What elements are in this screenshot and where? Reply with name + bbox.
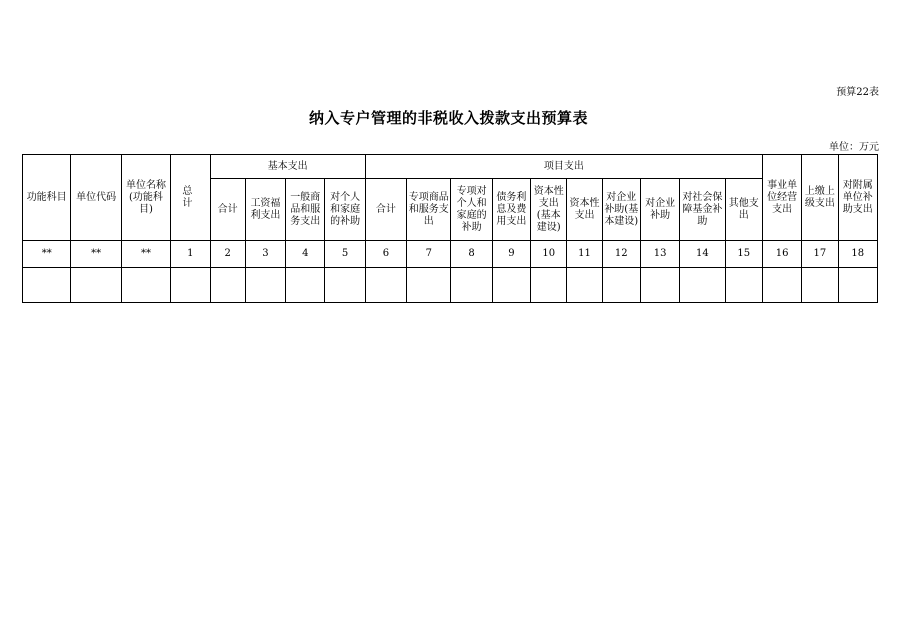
header-project: 项目支出: [365, 155, 762, 179]
number-cell: 16: [762, 241, 801, 268]
header-unit-name: 单位名称(功能科目): [121, 155, 170, 241]
data-cell: [492, 268, 530, 303]
header-project-sub: 专项商品和服务支出: [407, 179, 451, 241]
table-row: [23, 241, 878, 268]
header-basic: 基本支出: [210, 155, 365, 179]
number-cell: 3: [245, 241, 285, 268]
header-func-subject: 功能科目: [23, 155, 71, 241]
data-cell: [838, 268, 877, 303]
number-cell: 10: [531, 241, 567, 268]
data-cell: [725, 268, 762, 303]
header-project-sub: 其他支出: [725, 179, 762, 241]
header-basic-sub: 一般商品和服务支出: [286, 179, 325, 241]
data-cell: [245, 268, 285, 303]
header-project-sub: 专项对个人和家庭的补助: [451, 179, 492, 241]
number-cell: 9: [492, 241, 530, 268]
data-cell: [71, 268, 121, 303]
header-project-sub: 资本性支出(基本建设): [531, 179, 567, 241]
number-cell: 14: [680, 241, 725, 268]
data-cell: [451, 268, 492, 303]
number-cell: 18: [838, 241, 877, 268]
number-cell: **: [71, 241, 121, 268]
header-basic-sub: 合计: [210, 179, 245, 241]
data-cell: [802, 268, 838, 303]
header-total: 总 计: [171, 155, 210, 241]
number-cell: 13: [640, 241, 679, 268]
number-cell: **: [23, 241, 71, 268]
data-cell: [23, 268, 71, 303]
unit-label: 单位：万元: [829, 142, 879, 153]
table-row: [23, 268, 878, 303]
number-cell: 12: [602, 241, 640, 268]
page-title: 纳入专户管理的非税收入拨款支出预算表: [308, 109, 588, 127]
data-cell: [680, 268, 725, 303]
number-cell: 5: [325, 241, 365, 268]
budget-table: [22, 154, 878, 303]
header-basic-sub: 工资福利支出: [245, 179, 285, 241]
header-subsidiary: 对附属单位补助支出: [838, 155, 877, 241]
table-number: 预算22表: [836, 87, 879, 98]
header-project-sub: 合计: [365, 179, 406, 241]
header-project-sub: 资本性支出: [567, 179, 602, 241]
data-cell: [602, 268, 640, 303]
number-cell: 4: [286, 241, 325, 268]
number-cell: 11: [567, 241, 602, 268]
header-project-sub: 债务利息及费用支出: [492, 179, 530, 241]
header-basic-sub: 对个人和家庭的补助: [325, 179, 365, 241]
number-cell: 17: [802, 241, 838, 268]
number-cell: **: [121, 241, 170, 268]
data-cell: [286, 268, 325, 303]
data-cell: [210, 268, 245, 303]
data-cell: [325, 268, 365, 303]
number-cell: 7: [407, 241, 451, 268]
header-biz-op: 事业单位经营支出: [762, 155, 801, 241]
data-cell: [567, 268, 602, 303]
header-project-sub: 对企业补助: [640, 179, 679, 241]
header-project-sub: 对社会保障基金补助: [680, 179, 725, 241]
data-cell: [640, 268, 679, 303]
number-cell: 8: [451, 241, 492, 268]
number-cell: 15: [725, 241, 762, 268]
data-cell: [531, 268, 567, 303]
number-cell: 2: [210, 241, 245, 268]
data-cell: [407, 268, 451, 303]
header-upper: 上缴上级支出: [802, 155, 838, 241]
data-cell: [762, 268, 801, 303]
header-unit-code: 单位代码: [71, 155, 121, 241]
header-project-sub: 对企业补助(基本建设): [602, 179, 640, 241]
number-cell: 6: [365, 241, 406, 268]
data-cell: [365, 268, 406, 303]
data-cell: [171, 268, 210, 303]
number-cell: 1: [171, 241, 210, 268]
data-cell: [121, 268, 170, 303]
